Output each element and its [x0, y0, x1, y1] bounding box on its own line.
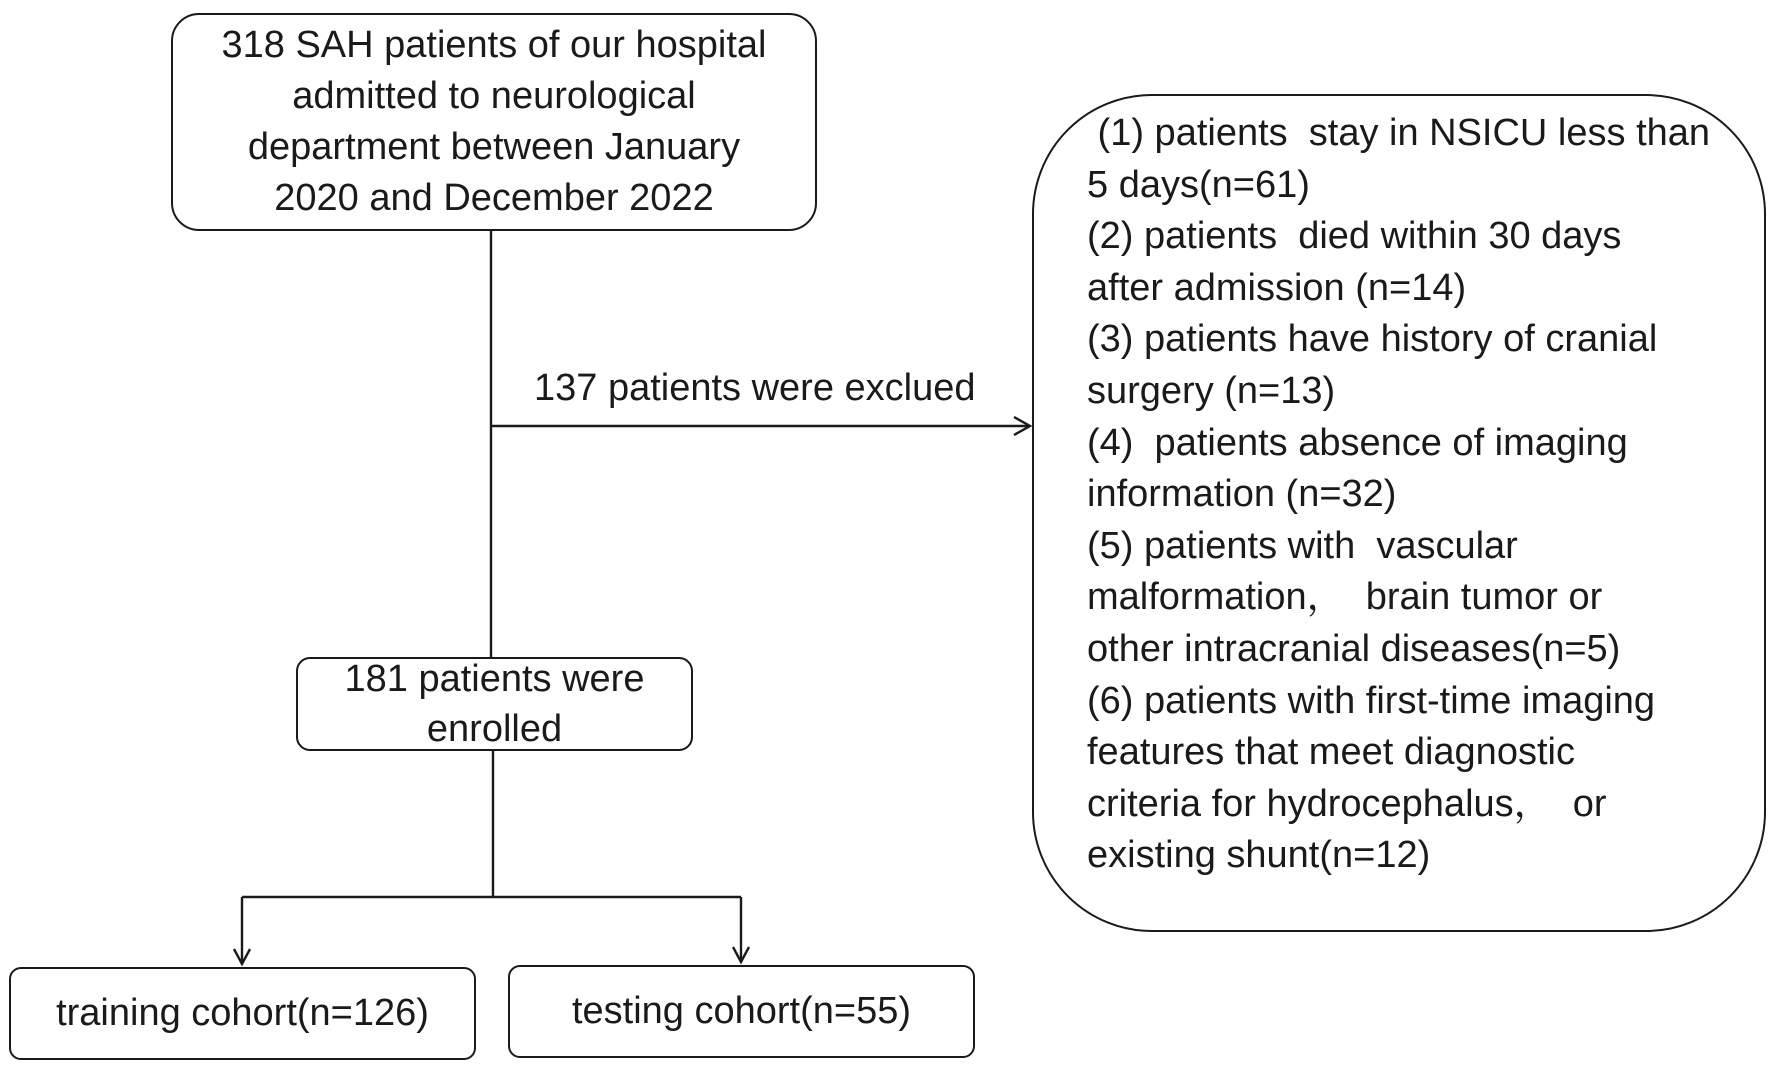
exclusion-line: 5 days(n=61) — [1087, 163, 1310, 206]
source-line: admitted to neurological — [292, 75, 696, 117]
enrolled-box — [296, 657, 693, 751]
training-cohort-box — [9, 967, 476, 1060]
exclusion-line: surgery (n=13) — [1087, 369, 1336, 412]
exclusion-line: (4) patients absence of imaging — [1087, 421, 1628, 464]
exclusion-line: criteria for hydrocephalus， or — [1087, 782, 1607, 825]
exclusion-criteria-box — [1032, 94, 1766, 932]
exclusion-line: information (n=32) — [1087, 473, 1397, 516]
exclusion-line: (2) patients died within 30 days — [1087, 215, 1622, 258]
source-line: department between January — [247, 126, 741, 168]
enrolled-line: 181 patients were — [344, 658, 645, 700]
exclusion-line: other intracranial diseases(n=5) — [1087, 627, 1621, 670]
exclusion-line: (3) patients have history of cranial — [1087, 318, 1658, 361]
excluded-count-label: 137 patients were exclued — [534, 367, 976, 409]
enrolled-line: enrolled — [426, 708, 563, 750]
source-population-box — [171, 13, 817, 231]
exclusion-line: malformation， brain tumor or — [1087, 576, 1603, 619]
exclusion-line: (1) patients stay in NSICU less than — [1087, 112, 1711, 154]
exclusion-line: existing shunt(n=12) — [1087, 834, 1431, 877]
training-cohort-label: training cohort(n=126) — [56, 992, 429, 1034]
exclusion-line: features that meet diagnostic — [1087, 731, 1575, 774]
testing-cohort-box — [508, 965, 975, 1058]
exclusion-line: (6) patients with first-time imaging — [1087, 679, 1656, 722]
exclusion-line: after admission (n=14) — [1087, 266, 1467, 309]
source-line: 318 SAH patients of our hospital — [221, 24, 767, 66]
exclusion-line: (5) patients with vascular — [1087, 524, 1518, 567]
source-line: 2020 and December 2022 — [274, 177, 714, 219]
testing-cohort-label: testing cohort(n=55) — [571, 990, 912, 1032]
